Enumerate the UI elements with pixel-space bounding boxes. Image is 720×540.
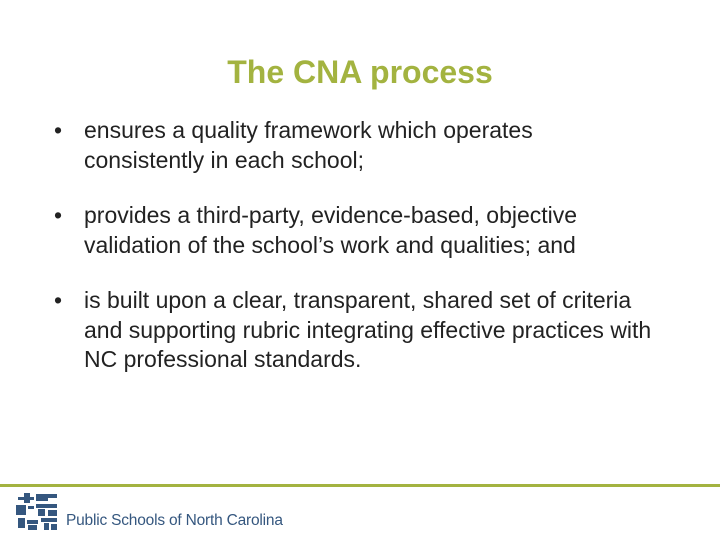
bullet-item [54,201,654,260]
bullet-symbol: • [54,287,63,313]
bullet-list [54,116,654,401]
footer-divider [0,484,720,487]
bullet-text: provides a third-party, evidence-based, objective validation of the school’s work and qualities; and [84,202,578,258]
bullet-symbol: • [54,202,63,228]
bullet-text: ensures a quality framework which operates consistently in each school; [84,117,533,173]
slide-title: The CNA process [227,54,493,90]
footer-org-name: Public Schools of North Carolina [66,512,283,529]
bullet-item [54,286,654,375]
bullet-text: is built upon a clear, transparent, shared set of criteria and supporting rubric integrating effective practices with NC professional standards. [84,287,652,372]
nc-state-seal-logo-icon [14,492,60,532]
bullet-item [54,116,654,175]
bullet-symbol: • [54,117,63,143]
